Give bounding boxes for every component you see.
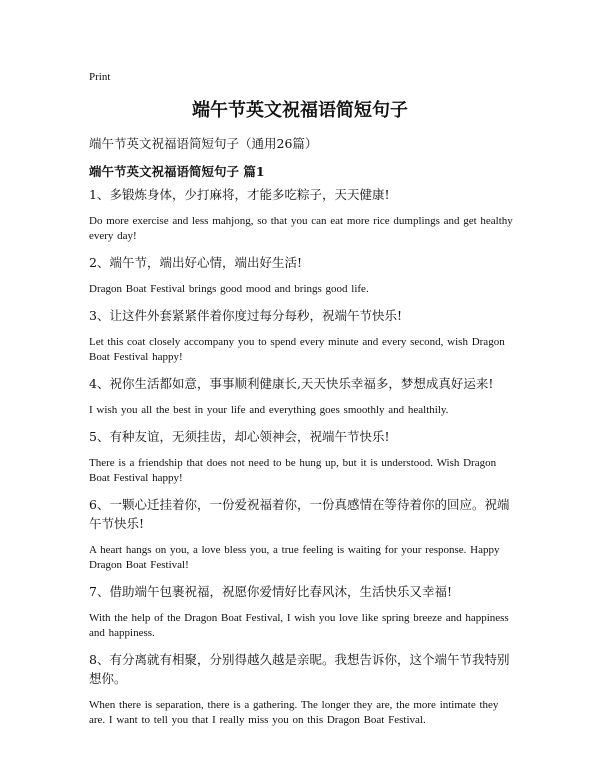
list-item <box>89 495 513 573</box>
list-item <box>89 253 513 297</box>
chinese-greeting: 7、借助端午包裹祝福，祝愿你爱情好比春风沐，生活快乐又幸福! <box>89 584 452 599</box>
page-subtitle: 端午节英文祝福语简短句子（通用26篇） <box>89 136 318 151</box>
list-item <box>89 582 513 641</box>
chinese-greeting: 2、端午节，端出好心情，端出好生活! <box>89 255 302 270</box>
chinese-greeting: 5、有种友谊，无须挂齿，却心领神会，祝端午节快乐! <box>89 429 390 444</box>
greeting-list <box>89 185 513 737</box>
english-greeting: There is a friendship that does not need to be hung up, but it is understood. Wish Dragon Boat Festival happy! <box>89 457 497 484</box>
chinese-greeting: 3、让这件外套紧紧伴着你度过每分每秒，祝端午节快乐! <box>89 308 402 323</box>
chinese-greeting: 6、一颗心迁挂着你，一份爱祝福着你，一份真感情在等待着你的回应。祝端午节快乐! <box>89 497 510 531</box>
english-greeting: With the help of the Dragon Boat Festival, I wish you love like spring breeze and happiness and happiness. <box>89 612 509 639</box>
page-title: 端午节英文祝福语简短句子 <box>192 100 408 121</box>
list-item <box>89 306 513 365</box>
english-greeting: When there is separation, there is a gathering. The longer they are, the more intimate they are. I want to tell you that I really miss you on this Dragon Boat Festival. <box>89 699 499 726</box>
section-heading: 端午节英文祝福语简短句子 篇1 <box>89 164 265 179</box>
english-greeting: Do more exercise and less mahjong, so that you can eat more rice dumplings and get healthy every day! <box>89 215 513 242</box>
chinese-greeting: 4、祝你生活都如意，事事顺利健康长,天天快乐幸福多，梦想成真好运来! <box>89 376 494 391</box>
list-item <box>89 185 513 244</box>
list-item <box>89 650 513 728</box>
english-greeting: A heart hangs on you, a love bless you, a true feeling is waiting for your response. Happy Dragon Boat Festival! <box>89 544 500 571</box>
english-greeting: Let this coat closely accompany you to spend every minute and every second, wish Dragon Boat Festival happy! <box>89 336 505 363</box>
print-link[interactable]: Print <box>89 71 111 83</box>
english-greeting: I wish you all the best in your life and everything goes smoothly and healthily. <box>89 404 449 416</box>
chinese-greeting: 8、有分离就有相聚，分别得越久越是亲昵。我想告诉你，这个端午节我特别想你。 <box>89 652 510 686</box>
english-greeting: Dragon Boat Festival brings good mood and brings good life. <box>89 283 369 295</box>
chinese-greeting: 1、多锻炼身体，少打麻将，才能多吃粽子，天天健康! <box>89 187 390 202</box>
list-item <box>89 374 513 418</box>
list-item <box>89 427 513 486</box>
